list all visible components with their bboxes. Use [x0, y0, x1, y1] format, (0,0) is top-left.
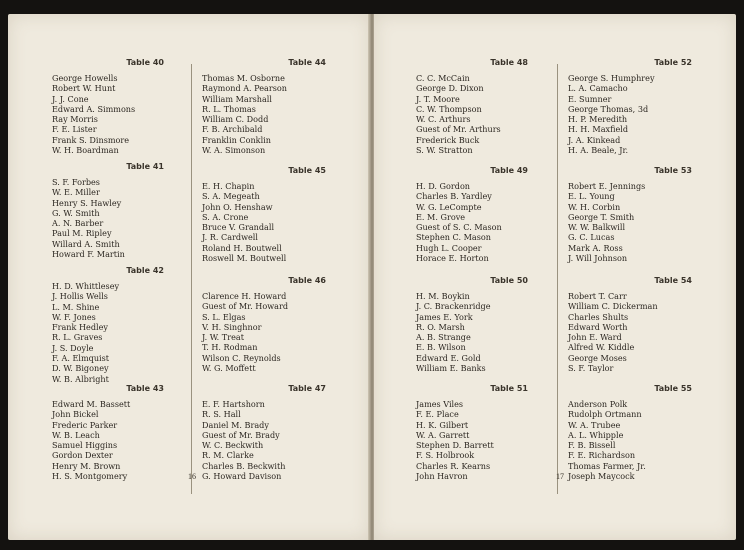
table-heading: Table 45	[288, 166, 326, 175]
guest-name: R. L. Graves	[52, 332, 103, 343]
guest-name: Daniel M. Brady	[202, 419, 269, 430]
guest-list	[52, 399, 202, 481]
guest-name: W. G. Moffett	[202, 363, 256, 374]
column-divider	[191, 64, 192, 494]
guest-name: W. W. Balkwill	[568, 222, 626, 233]
column-divider	[557, 64, 558, 494]
guest-name: W. A. Garrett	[416, 429, 470, 440]
guest-name: J. S. Doyle	[52, 342, 94, 353]
guest-name: J. W. Treat	[202, 332, 244, 343]
guest-name: Thomas M. Osborne	[202, 73, 285, 83]
guest-name: W. C. Arthurs	[416, 114, 471, 125]
seating-table	[568, 166, 718, 263]
guest-name: S. F. Taylor	[568, 363, 614, 374]
guest-name: Charles R. Kearns	[416, 460, 491, 471]
guest-list	[568, 399, 718, 481]
guest-name: Guest of Mr. Arthurs	[416, 124, 501, 135]
guest-name: James Viles	[416, 399, 464, 409]
guest-name: Robert W. Hunt	[52, 83, 116, 94]
guest-name: Edward E. Gold	[416, 352, 481, 363]
guest-name: Rudolph Ortmann	[568, 409, 642, 420]
seating-table	[416, 58, 566, 155]
guest-name: William Marshall	[202, 93, 272, 104]
table-heading: Table 48	[490, 58, 528, 67]
guest-name: George D. Dixon	[416, 83, 484, 94]
guest-name: S. F. Forbes	[52, 177, 100, 187]
guest-list	[202, 291, 352, 373]
guest-name: D. W. Bigoney	[52, 363, 109, 374]
page-number-left: 16	[188, 472, 196, 481]
guest-name: J. R. Cardwell	[202, 232, 258, 243]
guest-name: W. B. Albright	[52, 373, 109, 384]
table-heading: Table 44	[288, 58, 326, 67]
guest-name: T. H. Rodman	[202, 342, 258, 353]
guest-name: John O. Henshaw	[202, 201, 273, 212]
seating-table	[416, 384, 566, 481]
guest-name: G. Howard Davison	[202, 471, 282, 482]
guest-name: F. S. Holbrook	[416, 450, 475, 461]
table-heading: Table 40	[126, 58, 164, 67]
guest-name: Charles B. Yardley	[416, 191, 492, 202]
guest-name: Ray Morris	[52, 114, 98, 125]
guest-name: Edward M. Bassett	[52, 399, 131, 409]
guest-name: W. A. Trubee	[568, 419, 621, 430]
guest-name: W. C. Beckwith	[202, 440, 264, 451]
guest-name: Mark A. Ross	[568, 242, 623, 253]
guest-name: Roland H. Boutwell	[202, 242, 282, 253]
guest-name: W. F. Jones	[52, 311, 96, 322]
seating-table	[52, 58, 202, 155]
guest-name: R. M. Clarke	[202, 450, 254, 461]
guest-name: Edward Worth	[568, 321, 628, 332]
guest-name: Hugh L. Cooper	[416, 242, 482, 253]
seating-table	[416, 166, 566, 263]
table-heading: Table 47	[288, 384, 326, 393]
guest-name: H. P. Meredith	[568, 114, 628, 125]
guest-name: J. J. Cone	[52, 93, 89, 104]
table-heading: Table 43	[126, 384, 164, 393]
guest-name: A. N. Barber	[52, 218, 104, 229]
guest-list	[568, 181, 718, 263]
guest-list	[202, 73, 352, 155]
guest-name: E. Sumner	[568, 93, 612, 104]
guest-list	[568, 73, 718, 155]
guest-name: Bruce V. Grandall	[202, 222, 275, 233]
seating-table	[202, 384, 352, 481]
guest-list	[416, 291, 566, 373]
seating-table	[52, 162, 202, 259]
seating-table	[202, 58, 352, 155]
seating-table	[202, 166, 352, 263]
guest-name: Wilson C. Reynolds	[202, 352, 281, 363]
guest-name: E. H. Chapin	[202, 181, 255, 191]
guest-name: Thomas Farmer, Jr.	[568, 460, 646, 471]
guest-name: Joseph Maycock	[568, 471, 635, 482]
guest-name: James E. York	[416, 311, 473, 322]
guest-list	[568, 291, 718, 373]
guest-list	[202, 181, 352, 263]
guest-name: Horace E. Horton	[416, 253, 489, 264]
guest-list	[416, 181, 566, 263]
guest-name: G. W. Smith	[52, 207, 100, 218]
seating-table	[52, 384, 202, 481]
guest-name: S. A. Megeath	[202, 191, 260, 202]
guest-name: S. A. Crone	[202, 211, 249, 222]
guest-name: Robert T. Carr	[568, 291, 627, 301]
guest-name: Frank S. Dinsmore	[52, 134, 130, 145]
guest-name: F. E. Richardson	[568, 450, 636, 461]
guest-name: S. W. Stratton	[416, 145, 473, 156]
guest-name: F. B. Archibald	[202, 124, 263, 135]
seating-table	[416, 276, 566, 373]
guest-name: H. S. Montgomery	[52, 471, 128, 482]
guest-name: W. A. Simonson	[202, 145, 266, 156]
guest-list	[416, 399, 566, 481]
guest-name: W. E. Miller	[52, 187, 100, 198]
guest-name: George T. Smith	[568, 211, 635, 222]
guest-name: W. G. LeCompte	[416, 201, 482, 212]
guest-name: A. L. Whipple	[568, 429, 624, 440]
guest-list	[52, 281, 202, 384]
table-heading: Table 55	[654, 384, 692, 393]
guest-name: Guest of Mr. Brady	[202, 429, 280, 440]
guest-name: John E. Ward	[568, 332, 622, 343]
seating-table	[52, 266, 202, 384]
guest-name: H. M. Boykin	[416, 291, 470, 301]
guest-name: S. L. Elgas	[202, 311, 246, 322]
seating-table	[568, 384, 718, 481]
guest-name: Robert E. Jennings	[568, 181, 646, 191]
guest-name: Stephen C. Mason	[416, 232, 491, 243]
guest-name: J. T. Moore	[416, 93, 460, 104]
guest-name: R. S. Hall	[202, 409, 241, 420]
seating-table	[568, 58, 718, 155]
guest-name: Raymond A. Pearson	[202, 83, 287, 94]
guest-name: William E. Banks	[416, 363, 486, 374]
table-heading: Table 50	[490, 276, 528, 285]
guest-name: W. H. Boardman	[52, 145, 119, 156]
table-heading: Table 46	[288, 276, 326, 285]
table-heading: Table 53	[654, 166, 692, 175]
guest-name: John Bickel	[52, 409, 99, 420]
guest-name: H. H. Maxfield	[568, 124, 629, 135]
guest-name: George Howells	[52, 73, 118, 83]
guest-name: L. A. Camacho	[568, 83, 628, 94]
guest-name: E. M. Grove	[416, 211, 466, 222]
guest-name: W. H. Corbin	[568, 201, 621, 212]
right-page	[374, 14, 736, 540]
guest-name: H. D. Whittlesey	[52, 281, 120, 291]
guest-name: Charles Shults	[568, 311, 629, 322]
guest-name: H. D. Gordon	[416, 181, 471, 191]
guest-name: A. B. Strange	[416, 332, 471, 343]
guest-name: William C. Dodd	[202, 114, 269, 125]
guest-name: John Havron	[416, 471, 468, 482]
table-heading: Table 49	[490, 166, 528, 175]
page-number-right: 17	[556, 472, 564, 481]
guest-name: F. B. Bissell	[568, 440, 616, 451]
guest-name: W. B. Leach	[52, 429, 100, 440]
guest-name: Clarence H. Howard	[202, 291, 287, 301]
guest-name: Samuel Higgins	[52, 440, 118, 451]
guest-name: F. E. Lister	[52, 124, 97, 135]
guest-list	[52, 177, 202, 259]
guest-name: Henry M. Brown	[52, 460, 121, 471]
guest-name: Edward A. Simmons	[52, 103, 136, 114]
guest-name: J. Hollis Wells	[52, 291, 108, 302]
guest-name: George S. Humphrey	[568, 73, 655, 83]
guest-name: Frederick Buck	[416, 134, 480, 145]
guest-name: R. L. Thomas	[202, 103, 256, 114]
guest-name: Stephen D. Barrett	[416, 440, 494, 451]
seating-table	[568, 276, 718, 373]
guest-name: E. B. Wilson	[416, 342, 466, 353]
guest-name: Guest of S. C. Mason	[416, 222, 502, 233]
guest-name: L. M. Shine	[52, 301, 100, 312]
guest-name: Anderson Polk	[568, 399, 628, 409]
guest-name: George Thomas, 3d	[568, 103, 649, 114]
guest-name: E. L. Young	[568, 191, 615, 202]
guest-name: George Moses	[568, 352, 627, 363]
guest-name: Guest of Mr. Howard	[202, 301, 289, 312]
guest-name: Frank Hedley	[52, 322, 108, 333]
guest-name: H. A. Beale, Jr.	[568, 145, 629, 156]
guest-name: Franklin Conklin	[202, 134, 271, 145]
guest-list	[416, 73, 566, 155]
guest-name: Howard F. Martin	[52, 249, 125, 260]
seating-table	[202, 276, 352, 373]
guest-name: Alfred W. Kiddle	[568, 342, 635, 353]
table-heading: Table 51	[490, 384, 528, 393]
guest-name: F. E. Place	[416, 409, 459, 420]
guest-list	[52, 73, 202, 155]
guest-list	[202, 399, 352, 481]
guest-name: Frederic Parker	[52, 419, 118, 430]
guest-name: R. O. Marsh	[416, 321, 465, 332]
guest-name: J. A. Kinkead	[568, 134, 621, 145]
guest-name: Willard A. Smith	[52, 238, 120, 249]
table-heading: Table 54	[654, 276, 692, 285]
table-heading: Table 42	[126, 266, 164, 275]
guest-name: V. H. Singhnor	[202, 321, 262, 332]
guest-name: Henry S. Hawley	[52, 197, 122, 208]
guest-name: J. C. Brackenridge	[416, 301, 491, 312]
table-heading: Table 41	[126, 162, 164, 171]
left-page	[8, 14, 370, 540]
guest-name: C. C. McCain	[416, 73, 470, 83]
guest-name: Roswell M. Boutwell	[202, 253, 287, 264]
guest-name: J. Will Johnson	[568, 253, 628, 264]
guest-name: Charles B. Beckwith	[202, 460, 286, 471]
guest-name: F. A. Elmquist	[52, 353, 110, 364]
guest-name: William C. Dickerman	[568, 301, 658, 312]
guest-name: H. K. Gilbert	[416, 419, 469, 430]
guest-name: Gordon Dexter	[52, 450, 113, 461]
guest-name: Paul M. Ripley	[52, 228, 112, 239]
guest-name: E. F. Hartshorn	[202, 399, 265, 409]
table-heading: Table 52	[654, 58, 692, 67]
guest-name: G. C. Lucas	[568, 232, 615, 243]
guest-name: C. W. Thompson	[416, 103, 482, 114]
